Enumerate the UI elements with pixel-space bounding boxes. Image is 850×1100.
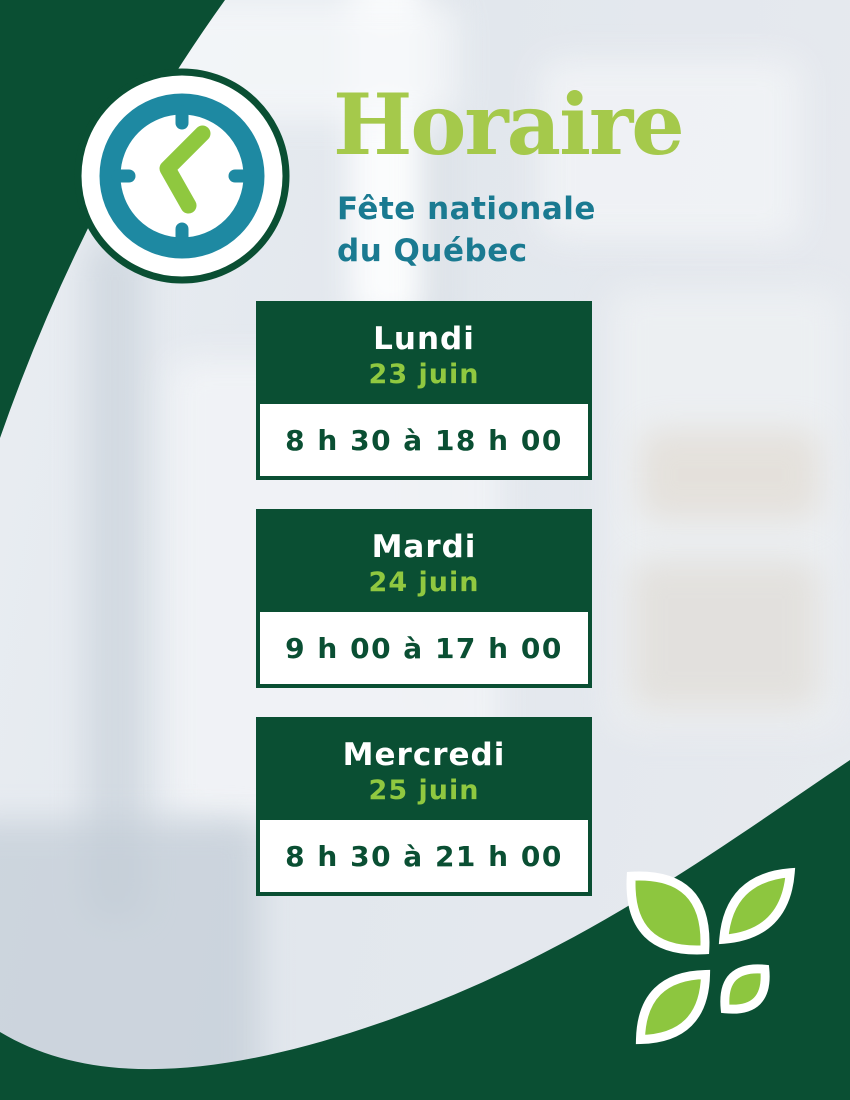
leaf-petal bbox=[710, 859, 805, 954]
day-label: Mardi bbox=[371, 528, 477, 565]
date-label: 24 juin bbox=[368, 566, 480, 598]
leaf-petal bbox=[625, 959, 721, 1055]
leaf-petal bbox=[713, 957, 777, 1021]
clock-icon bbox=[70, 64, 294, 288]
hours-value: 9 h 00 à 17 h 00 bbox=[285, 631, 563, 665]
subtitle-line-1: Fête nationale bbox=[337, 191, 596, 227]
date-label: 23 juin bbox=[368, 358, 480, 390]
card-header bbox=[260, 301, 588, 404]
card-body bbox=[260, 404, 588, 476]
schedule-card-monday bbox=[256, 301, 592, 480]
card-header bbox=[260, 509, 588, 612]
background-blur-shape bbox=[640, 430, 820, 520]
background-blur-shape bbox=[630, 560, 820, 710]
day-label: Lundi bbox=[373, 320, 475, 357]
hours-value: 8 h 30 à 21 h 00 bbox=[285, 839, 563, 873]
hours-value: 8 h 30 à 18 h 00 bbox=[285, 423, 563, 457]
page-subtitle bbox=[337, 188, 596, 272]
four-petal-leaf-logo-icon bbox=[0, 700, 850, 1100]
date-label: 25 juin bbox=[368, 774, 480, 806]
page-title: Horaire bbox=[333, 75, 683, 174]
subtitle-line-2: du Québec bbox=[337, 233, 528, 269]
day-label: Mercredi bbox=[342, 736, 506, 773]
card-body bbox=[260, 612, 588, 684]
leaf-petal bbox=[611, 856, 726, 971]
schedule-card-tuesday bbox=[256, 509, 592, 688]
